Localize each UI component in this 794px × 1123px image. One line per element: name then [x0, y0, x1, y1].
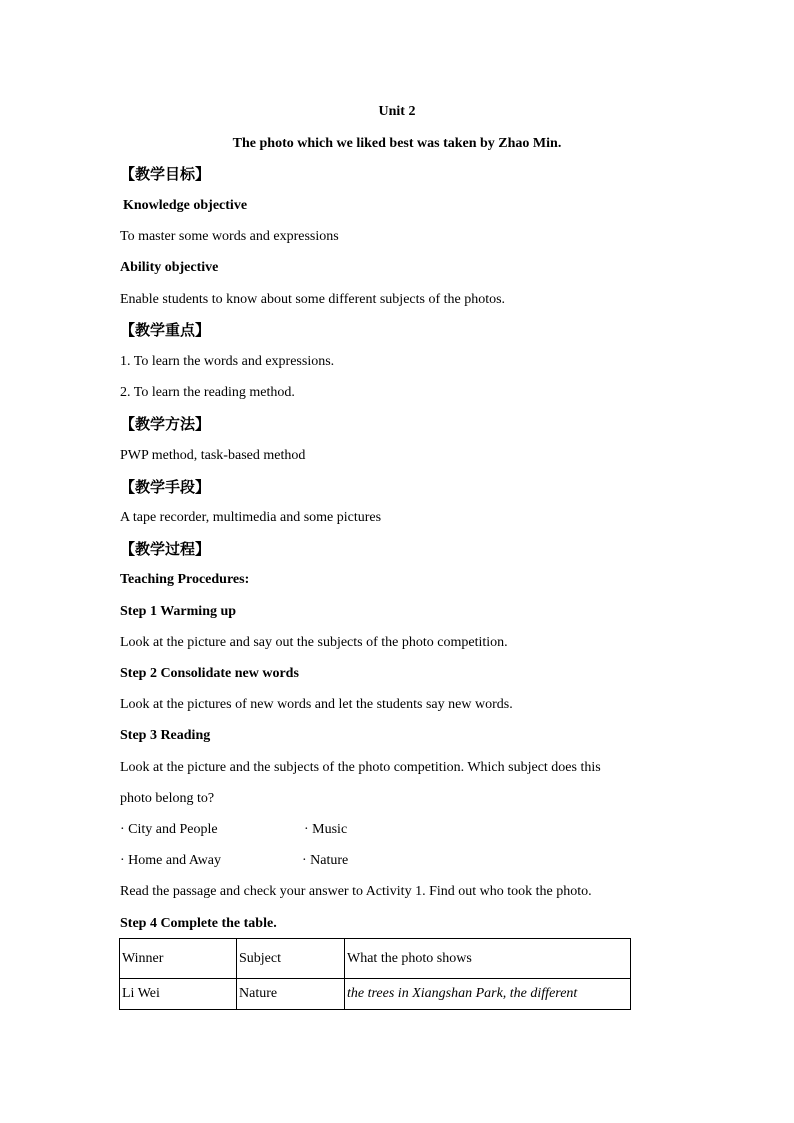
step3-text-3: Read the passage and check your answer to Activity 1. Find out who took the photo. — [120, 884, 592, 899]
step2-title: Step 2 Consolidate new words — [120, 666, 299, 681]
step4-title: Step 4 Complete the table. — [120, 916, 277, 931]
key-points-heading: 【教学重点】 — [120, 321, 211, 339]
option-music: · Music — [304, 822, 348, 837]
step2-text: Look at the pictures of new words and let the students say new words. — [120, 697, 513, 712]
table-row — [120, 979, 631, 1010]
options-row-2 — [120, 852, 349, 870]
table-header-cell: Subject — [237, 939, 345, 979]
table-header-row — [120, 939, 631, 979]
step3-text-1: Look at the picture and the subjects of the photo competition. Which subject does this — [120, 760, 601, 775]
procedures-label: Teaching Procedures: — [120, 572, 250, 587]
objectives-heading: 【教学目标】 — [120, 165, 211, 183]
step3-title: Step 3 Reading — [120, 728, 211, 743]
key-point-1: 1. To learn the words and expressions. — [120, 354, 335, 369]
step1-text: Look at the picture and say out the subjects of the photo competition. — [120, 635, 508, 650]
option-city-and-people: · City and People — [120, 822, 218, 837]
table-header-cell: Winner — [120, 939, 237, 979]
options-row-1 — [120, 821, 348, 839]
option-nature: · Nature — [302, 853, 349, 868]
table-header-cell: What the photo shows — [345, 939, 631, 979]
knowledge-objective-label: Knowledge objective — [123, 198, 248, 213]
table-cell: Nature — [237, 979, 345, 1010]
methods-heading: 【教学方法】 — [120, 415, 211, 433]
option-home-and-away: · Home and Away — [120, 853, 221, 868]
lesson-title: The photo which we liked best was taken by Zhao Min. — [232, 136, 562, 151]
unit-title: Unit 2 — [378, 104, 416, 119]
ability-objective-text: Enable students to know about some different subjects of the photos. — [120, 292, 506, 307]
table-cell: the trees in Xiangshan Park, the different — [345, 979, 631, 1010]
step1-title: Step 1 Warming up — [120, 604, 237, 619]
aids-text: A tape recorder, multimedia and some pictures — [120, 510, 382, 525]
knowledge-objective-text: To master some words and expressions — [120, 229, 339, 244]
winners-table — [119, 938, 631, 1010]
step3-text-2: photo belong to? — [120, 791, 215, 806]
table-cell: Li Wei — [120, 979, 237, 1010]
ability-objective-label: Ability objective — [120, 260, 219, 275]
aids-heading: 【教学手段】 — [120, 478, 211, 496]
process-heading: 【教学过程】 — [120, 540, 211, 558]
key-point-2: 2. To learn the reading method. — [120, 385, 295, 400]
methods-text: PWP method, task-based method — [120, 448, 306, 463]
